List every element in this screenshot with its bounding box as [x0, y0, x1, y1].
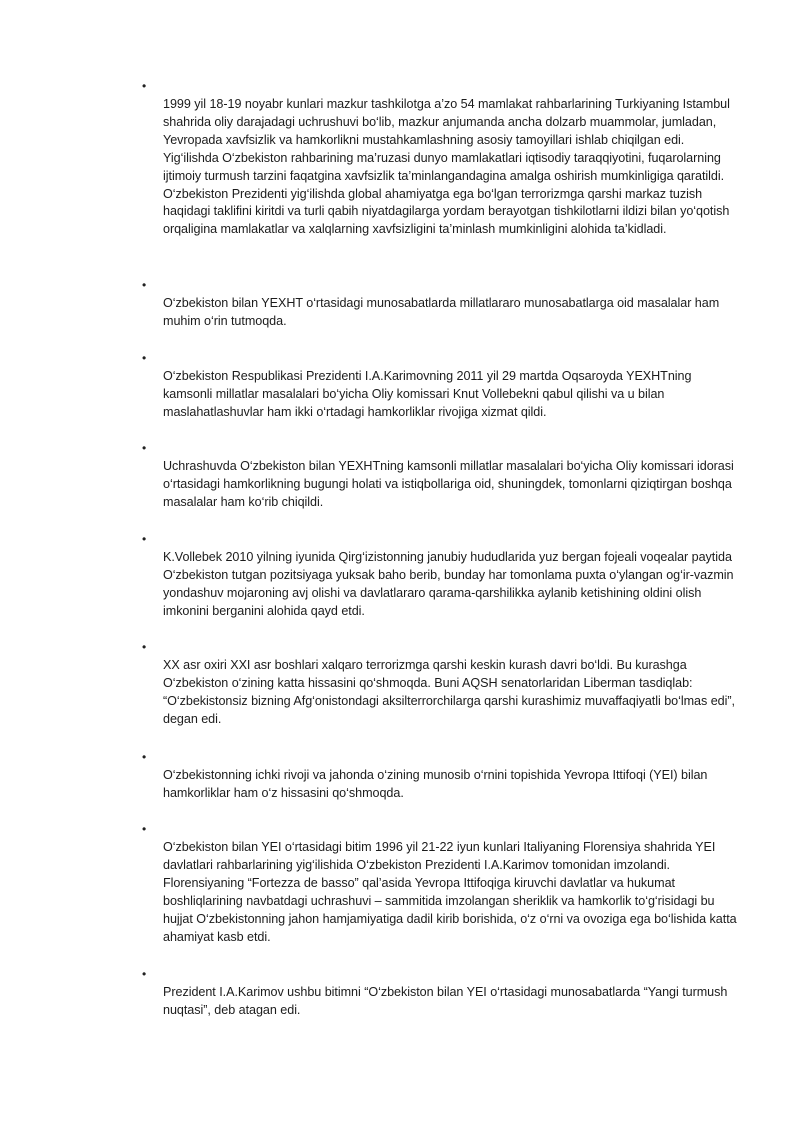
paragraph: XX asr oxiri XXI asr boshlari xalqaro terrorizmga qarshi keskin kurash davri bo‘ldi. Bu kurashga O‘zbekiston o‘zining katta hissasini qo‘shmoqda. Buni AQSH senatorlaridan Liberman tasdiqlab: “O‘zbekistonsiz bizning Afg‘onistondagi aksilterrorchilarga qarshi kurashimiz muvaffaqiyatli bo‘lmas edi”, degan edi. [163, 658, 735, 726]
bullet-icon: • [142, 822, 147, 836]
paragraph: O‘zbekistonning ichki rivoji va jahonda o‘zining munosib o‘rnini topishida Yevropa Ittifoqi (YEI) bilan hamkorliklar ham o‘z hissasini qo‘shmoqda. [163, 768, 708, 800]
paragraph: K.Vollebek 2010 yilning iyunida Qirg‘izistonning janubiy hududlarida yuz bergan fojeali voqealar paytida O‘zbekiston tutgan pozitsiyaga yuksak baho berib, bunday har tomonlama puxta o‘ylangan og‘ir-vazmin yondashuv mojaroning avj olishi va davlatlararo qarama-qarshilikka aylanib ketishining oldini olish imkonini berganini alohida qayd etdi. [163, 550, 734, 618]
bullet-icon: • [142, 967, 147, 981]
paragraph: O‘zbekiston Respublikasi Prezidenti I.A.Karimovning 2011 yil 29 martda Oqsaroyda YEXHTning kamsonli millatlar masalalari bo‘yicha Oliy komissari Knut Vollebekni qabul qilishi va u bilan maslahatlashuvlar ham ikki o‘rtadagi hamkorliklar rivojiga xizmat qildi. [163, 369, 692, 419]
bullet-icon: • [142, 351, 147, 365]
paragraph: O‘zbekiston bilan YEI o‘rtasidagi bitim 1996 yil 21-22 iyun kunlari Italiyaning Florensiya shahrida YEI davlatlari rahbarlarining yig‘ilishida O‘zbekiston Prezidenti I.A.Karimov tomonidan imzolandi. Florensiyaning “Fortezza de basso” qal’asida Yevropa Ittifoqiga kiruvchi davlatlar va hukumat boshliqlarining navbatdagi uchrashuvi – sammitida imzolangan sheriklik va hamkorlik to‘g‘risidagi bu hujjat O‘zbekistonning jahon hamjamiyatiga dadil kirib borishida, o‘z o‘rni va ovoziga ega bo‘lishida katta ahamiyat kasb etdi. [163, 840, 737, 944]
paragraph: 1999 yil 18-19 noyabr kunlari mazkur tashkilotga a’zo 54 mamlakat rahbarlarining Turkiyaning Istambul shahrida oliy darajadagi uchrushuvi bo‘lib, mazkur anjumanda ancha dolzarb muammolar, jumladan, Yevropada xavfsizlik va hamkorlikni mustahkamlashning asosiy tamoyillari ishlab chiqilgan edi. Yig‘ilishda O‘zbekiston rahbarining ma’ruzasi dunyo mamlakatlari iqtisodiy taraqqiyotini, fuqarolarning ijtimoiy turmush tarzini faqatgina xavfsizlik ta’minlangandagina amalga oshirish mumkinligiga qaratildi. O‘zbekiston Prezidenti yig‘ilishda global ahamiyatga ega bo‘lgan terrorizmga qarshi markaz tuzish haqidagi taklifini kiritdi va turli qabih niyatdagilarga yordam berayotgan tishkilotlarni ildizi bilan yo‘qotish orqaligina mamlakatlar va xalqlarning xavfsizligini ta’minlash mumkinligini alohida ta’kidladi. [163, 97, 730, 237]
bullet-icon: • [142, 441, 147, 455]
bullet-icon: • [142, 640, 147, 654]
bullet-icon: • [142, 278, 147, 292]
bullet-icon: • [142, 750, 147, 764]
paragraph: Uchrashuvda O‘zbekiston bilan YEXHTning kamsonli millatlar masalalari bo‘yicha Oliy komissari idorasi o‘rtasidagi hamkorlikning bugungi holati va istiqbollariga oid, shuningdek, tomonlarni qiziqtirgan boshqa masalalar ham ko‘rib chiqildi. [163, 459, 734, 509]
bullet-icon: • [142, 532, 147, 546]
paragraph: O‘zbekiston bilan YEXHT o‘rtasidagi munosabatlarda millatlararo munosabatlarga oid masalalar ham muhim o‘rin tutmoqda. [163, 296, 720, 328]
paragraph: Prezident I.A.Karimov ushbu bitimni “O‘zbekiston bilan YEI o‘rtasidagi munosabatlarda “Yangi turmush nuqtasi”, deb atagan edi. [163, 985, 728, 1017]
bullet-icon: • [142, 79, 147, 93]
